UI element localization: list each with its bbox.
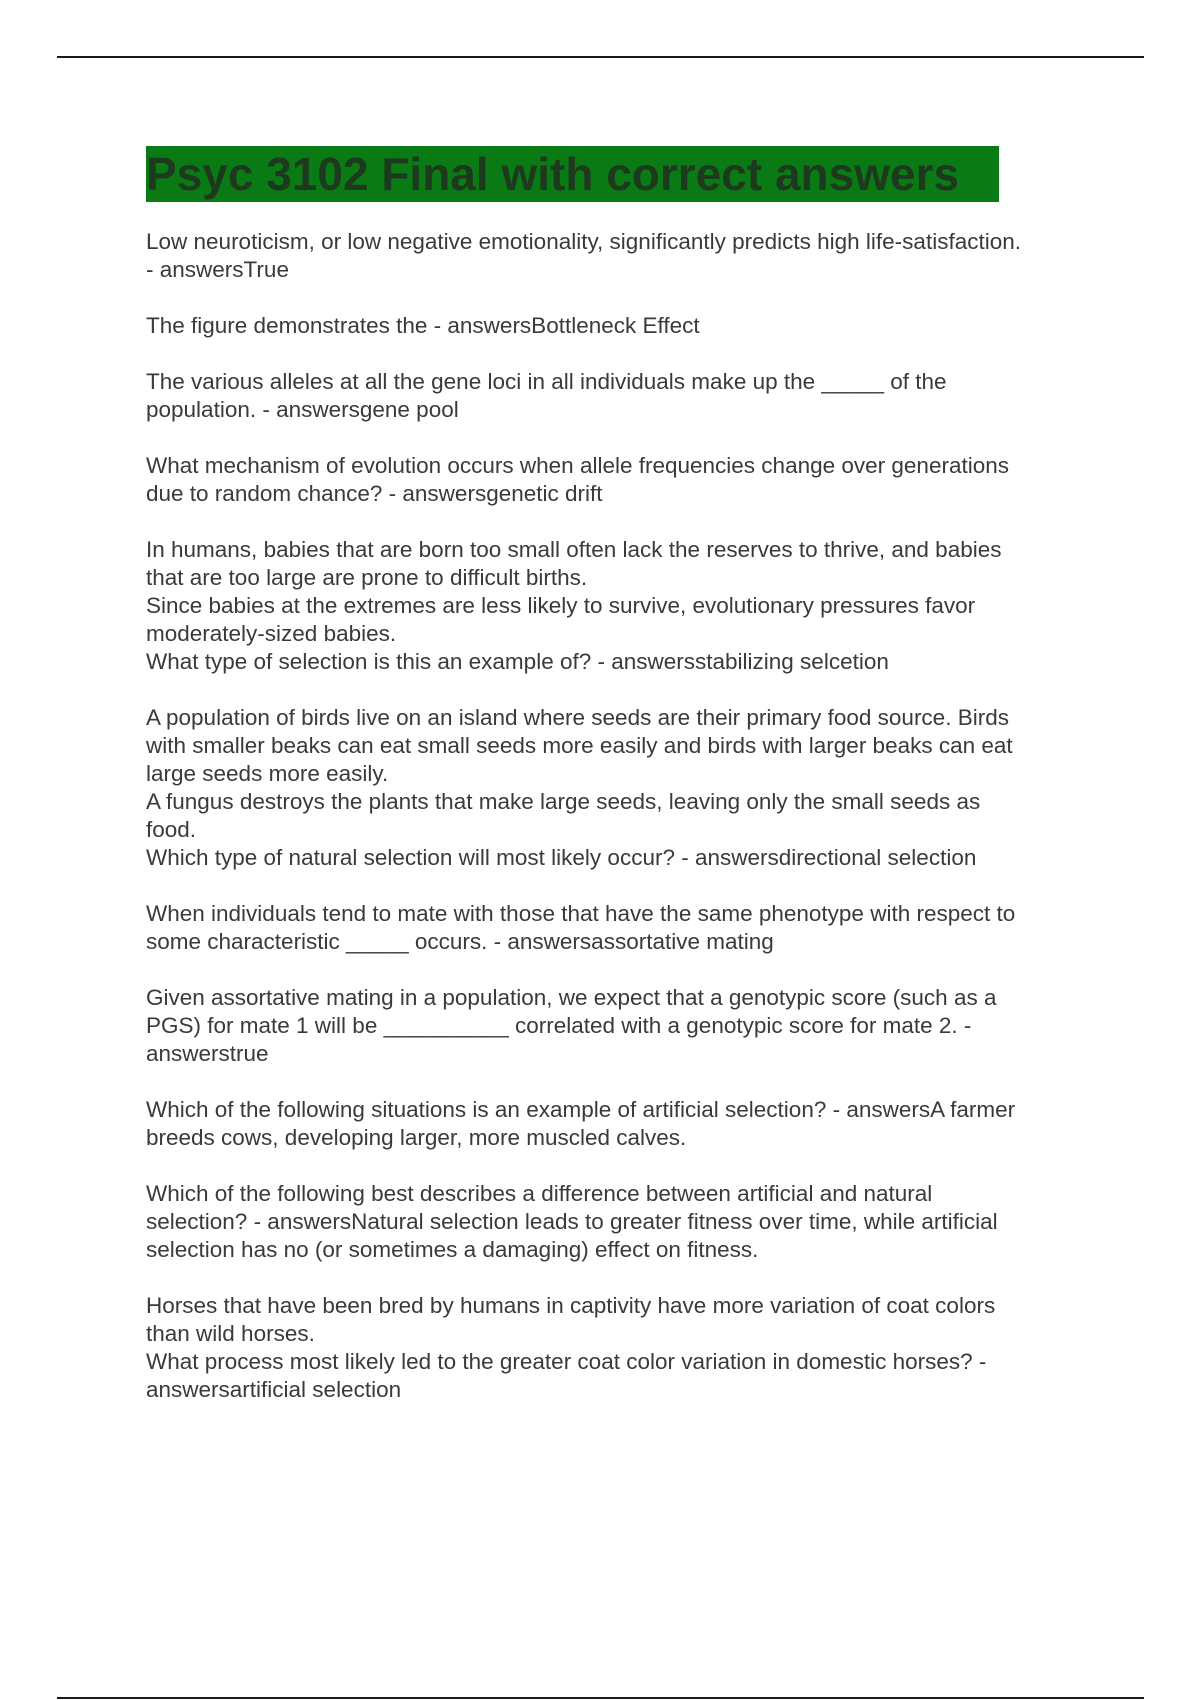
- qa-line: In humans, babies that are born too small often lack the reserves to thrive, and babies: [146, 537, 1002, 562]
- qa-line: population. - answersgene pool: [146, 397, 459, 422]
- qa-line: Horses that have been bred by humans in captivity have more variation of coat colors: [146, 1293, 996, 1318]
- qa-item: [146, 312, 1096, 340]
- qa-line: breeds cows, developing larger, more muscled calves.: [146, 1125, 687, 1150]
- qa-line: What process most likely led to the greater coat color variation in domestic horses? -: [146, 1349, 987, 1374]
- qa-line: A population of birds live on an island where seeds are their primary food source. Birds: [146, 705, 1009, 730]
- qa-line: Since babies at the extremes are less likely to survive, evolutionary pressures favor: [146, 593, 976, 618]
- document-title: Psyc 3102 Final with correct answers: [146, 146, 999, 202]
- qa-line: that are too large are prone to difficult births.: [146, 565, 588, 590]
- qa-line: large seeds more easily.: [146, 761, 389, 786]
- qa-line: - answersTrue: [146, 257, 289, 282]
- qa-line: moderately-sized babies.: [146, 621, 397, 646]
- qa-line: selection? - answersNatural selection leads to greater fitness over time, while artificial: [146, 1209, 998, 1234]
- qa-line: than wild horses.: [146, 1321, 315, 1346]
- qa-item: [146, 452, 1096, 508]
- qa-line: The various alleles at all the gene loci in all individuals make up the _____ of the: [146, 369, 947, 394]
- qa-item: [146, 536, 1096, 676]
- qa-line: some characteristic _____ occurs. - answersassortative mating: [146, 929, 774, 954]
- qa-item: [146, 900, 1096, 956]
- qa-line: Which of the following best describes a difference between artificial and natural: [146, 1181, 933, 1206]
- qa-item: [146, 1096, 1096, 1152]
- qa-item: [146, 984, 1096, 1068]
- qa-line: answersartificial selection: [146, 1377, 402, 1402]
- qa-line: PGS) for mate 1 will be __________ correlated with a genotypic score for mate 2. -: [146, 1013, 972, 1038]
- qa-line: selection has no (or sometimes a damaging) effect on fitness.: [146, 1237, 759, 1262]
- qa-item: [146, 228, 1096, 284]
- footer-rule: [57, 1697, 1144, 1699]
- qa-line: answerstrue: [146, 1041, 269, 1066]
- header-rule: [57, 56, 1144, 58]
- qa-line: Low neuroticism, or low negative emotionality, significantly predicts high life-satisfaction.: [146, 229, 1021, 254]
- qa-line: Which of the following situations is an example of artificial selection? - answersA farmer: [146, 1097, 1016, 1122]
- qa-line: due to random chance? - answersgenetic drift: [146, 481, 603, 506]
- qa-item: [146, 704, 1096, 872]
- qa-line: What type of selection is this an example of? - answersstabilizing selcetion: [146, 649, 889, 674]
- qa-item: [146, 1292, 1096, 1404]
- qa-line: with smaller beaks can eat small seeds more easily and birds with larger beaks can eat: [146, 733, 1013, 758]
- qa-line: A fungus destroys the plants that make large seeds, leaving only the small seeds as: [146, 789, 981, 814]
- qa-line: The figure demonstrates the - answersBottleneck Effect: [146, 313, 700, 338]
- qa-line: food.: [146, 817, 197, 842]
- qa-line: Which type of natural selection will most likely occur? - answersdirectional selection: [146, 845, 977, 870]
- qa-list: [146, 228, 1096, 1432]
- qa-item: [146, 368, 1096, 424]
- qa-line: What mechanism of evolution occurs when allele frequencies change over generations: [146, 453, 1009, 478]
- qa-item: [146, 1180, 1096, 1264]
- qa-line: Given assortative mating in a population, we expect that a genotypic score (such as a: [146, 985, 997, 1010]
- qa-line: When individuals tend to mate with those that have the same phenotype with respect to: [146, 901, 1016, 926]
